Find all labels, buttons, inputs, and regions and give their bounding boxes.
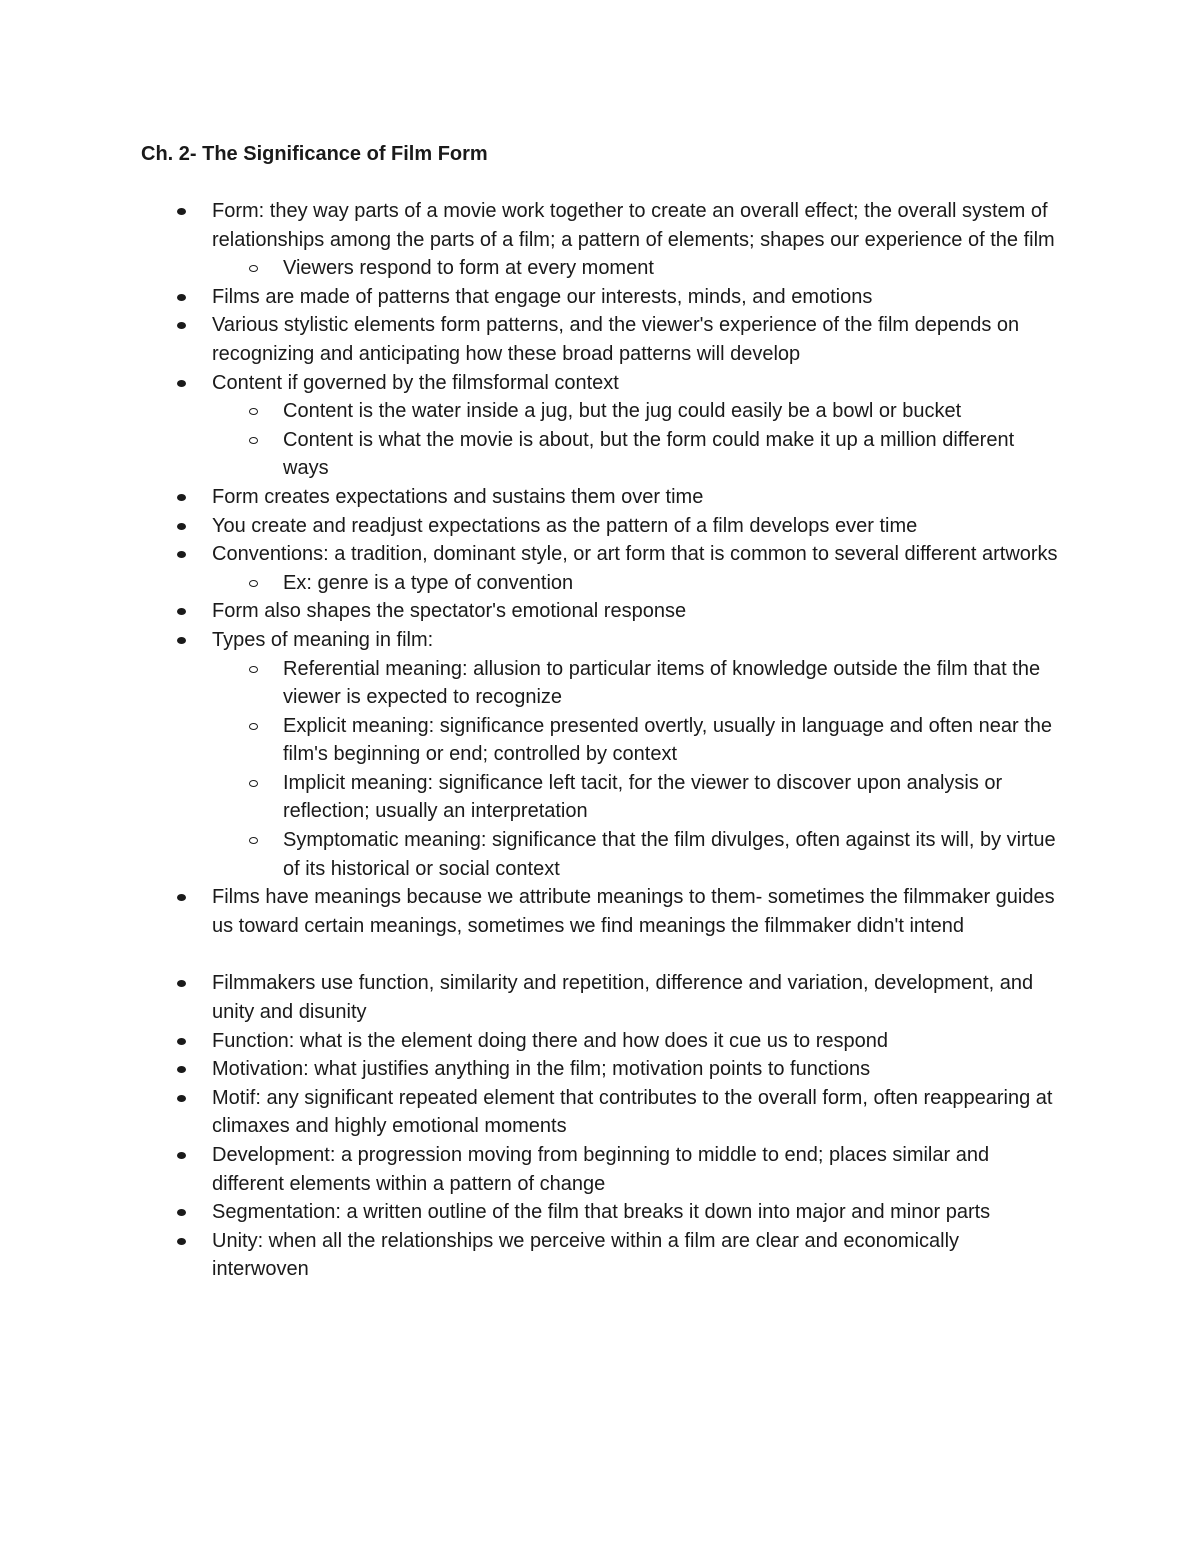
- list-item-text: Films have meanings because we attribute meanings to them- sometimes the filmmaker guides us toward certain meanings, sometimes we find meanings the filmmaker didn't intend: [212, 886, 1055, 937]
- list-item-text: Conventions: a tradition, dominant style, or art form that is common to several different artworks: [212, 543, 1058, 566]
- list-item: [0, 626, 1060, 655]
- list-item: [0, 1055, 1060, 1084]
- hollow-bullet-icon: [249, 265, 258, 272]
- filled-bullet-icon: [177, 208, 186, 215]
- hollow-bullet-icon: [249, 723, 258, 730]
- list-item-text: Form also shapes the spectator's emotional response: [212, 600, 687, 623]
- notes-list: [0, 197, 1200, 1284]
- filled-bullet-icon: [177, 1209, 186, 1216]
- hollow-bullet-icon: [249, 580, 258, 587]
- hollow-bullet-icon: [249, 437, 258, 444]
- filled-bullet-icon: [177, 322, 186, 329]
- filled-bullet-icon: [177, 551, 186, 558]
- filled-bullet-icon: [177, 637, 186, 644]
- filled-bullet-icon: [177, 1066, 186, 1073]
- sub-list-item: [0, 826, 1063, 883]
- sub-list-item: [0, 769, 1063, 826]
- list-item-text: Films are made of patterns that engage our interests, minds, and emotions: [212, 285, 873, 308]
- list-item: [0, 597, 1060, 626]
- filled-bullet-icon: [177, 294, 186, 301]
- list-item-text: Filmmakers use function, similarity and repetition, difference and variation, development, and unity and disunity: [212, 972, 1034, 1024]
- list-item-text: Ex: genre is a type of convention: [283, 571, 574, 594]
- sub-list-item: [0, 254, 1063, 283]
- list-item-text: Viewers respond to form at every moment: [283, 257, 654, 280]
- list-item-text: Segmentation: a written outline of the film that breaks it down into major and minor parts: [212, 1201, 991, 1224]
- list-item-text: Form creates expectations and sustains them over time: [212, 485, 704, 508]
- list-item: [0, 969, 1060, 1026]
- list-item: [0, 283, 1060, 312]
- hollow-bullet-icon: [249, 666, 258, 673]
- filled-bullet-icon: [177, 380, 186, 387]
- list-item-text: Development: a progression moving from beginning to middle to end; places similar and different elements within a pattern of change: [212, 1144, 990, 1195]
- list-item-text: Types of meaning in film:: [212, 628, 434, 651]
- filled-bullet-icon: [177, 608, 186, 615]
- filled-bullet-icon: [177, 1238, 186, 1245]
- list-item-text: Form: they way parts of a movie work together to create an overall effect; the overall system of relationships among the parts of a film; a pattern of elements; shapes our experience of the film: [212, 200, 1055, 251]
- list-item-text: Motif: any significant repeated element that contributes to the overall form, often reappearing at climaxes and highly emotional moments: [212, 1086, 1053, 1138]
- list-item-text: Implicit meaning: significance left tacit, for the viewer to discover upon analysis or reflection; usually an interpretation: [283, 771, 1003, 823]
- filled-bullet-icon: [177, 1038, 186, 1045]
- list-item: [0, 1227, 1060, 1284]
- hollow-bullet-icon: [249, 837, 258, 844]
- list-item: [0, 197, 1060, 254]
- list-item: [0, 1027, 1060, 1056]
- list-item-text: Content is the water inside a jug, but the jug could easily be a bowl or bucket: [283, 400, 962, 423]
- list-item-text: Function: what is the element doing there and how does it cue us to respond: [212, 1029, 888, 1052]
- list-item-text: Referential meaning: allusion to particular items of knowledge outside the film that the viewer is expected to recognize: [283, 657, 1041, 709]
- filled-bullet-icon: [177, 523, 186, 530]
- sub-list-item: [0, 655, 1063, 712]
- list-item-text: Explicit meaning: significance presented overtly, usually in language and often near the film's beginning or end; controlled by context: [283, 714, 1052, 766]
- list-item-text: Content if governed by the filmsformal context: [212, 371, 619, 394]
- list-item: [0, 311, 1060, 368]
- list-item-text: Content is what the movie is about, but the form could make it up a million different ways: [283, 428, 1015, 480]
- filled-bullet-icon: [177, 1095, 186, 1102]
- list-item: [0, 1198, 1060, 1227]
- sub-list-item: [0, 426, 1063, 483]
- filled-bullet-icon: [177, 980, 186, 987]
- filled-bullet-icon: [177, 1152, 186, 1159]
- sub-list-item: [0, 397, 1063, 426]
- sub-list-item: [0, 712, 1063, 769]
- sub-list-item: [0, 569, 1063, 598]
- list-item: [0, 1084, 1060, 1141]
- list-item-text: Various stylistic elements form patterns, and the viewer's experience of the film depends on recognizing and anticipating how these broad patterns will develop: [212, 314, 1020, 365]
- list-item-text: Unity: when all the relationships we perceive within a film are clear and economically interwoven: [212, 1229, 960, 1281]
- list-item: [0, 1141, 1060, 1198]
- hollow-bullet-icon: [249, 780, 258, 787]
- filled-bullet-icon: [177, 494, 186, 501]
- hollow-bullet-icon: [249, 408, 258, 415]
- list-item-text: Motivation: what justifies anything in the film; motivation points to functions: [212, 1058, 871, 1081]
- list-item-text: Symptomatic meaning: significance that the film divulges, often against its will, by virtue of its historical or social context: [283, 829, 1056, 880]
- filled-bullet-icon: [177, 894, 186, 901]
- list-item: [0, 512, 1060, 541]
- list-item: [0, 483, 1060, 512]
- blank-line: [0, 940, 1200, 969]
- page-title: Ch. 2- The Significance of Film Form: [141, 143, 488, 165]
- list-item: [0, 540, 1060, 569]
- list-item: [0, 369, 1060, 398]
- list-item: [0, 883, 1060, 940]
- list-item-text: You create and readjust expectations as the pattern of a film develops ever time: [212, 514, 918, 537]
